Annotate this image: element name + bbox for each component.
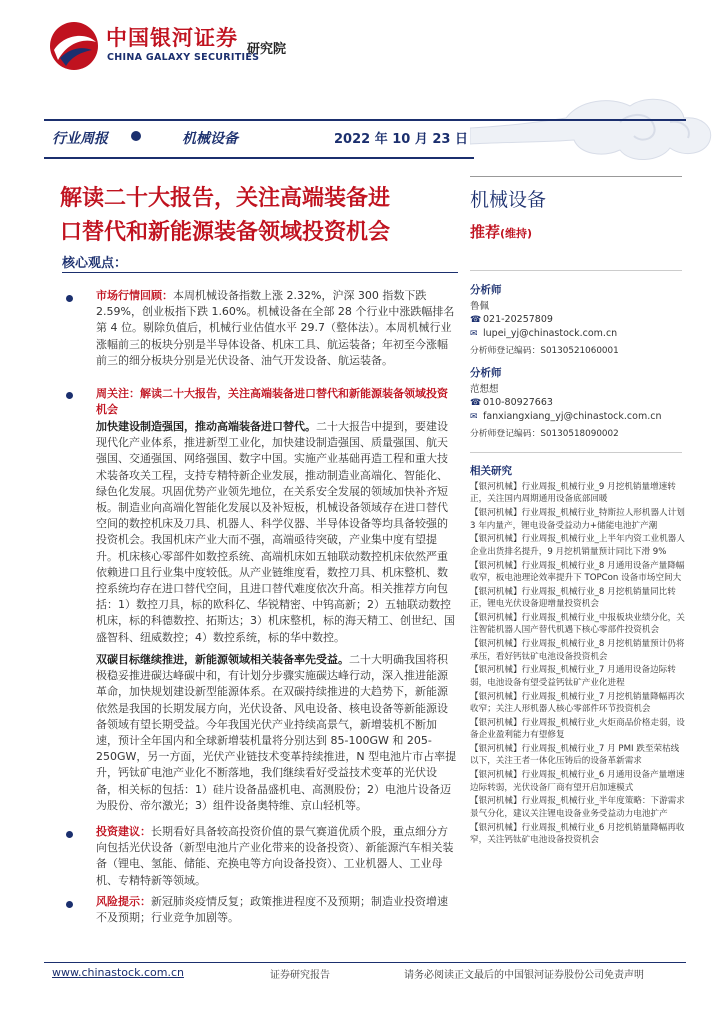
- manufacturing-paragraph: [96, 419, 458, 646]
- footer-label: 证券研究报告: [270, 970, 330, 981]
- title-line-2: 口替代和新能源装备领域投资机会: [60, 220, 391, 245]
- related-research-item[interactable]: 【银河机械】行业周报_机械行业_半年度策略：下游需求景气分化，建议关注锂电设备业务受益动力电池扩产: [470, 796, 685, 819]
- org-dept: 研究院: [247, 42, 287, 57]
- weekly-focus-lead: 周关注：解读二十大报告，关注高端装备进口替代和新能源装备领域投资机会: [96, 387, 448, 417]
- related-research-item[interactable]: 【银河机械】行业周报_机械行业_9 月挖机销量增速转正，关注国内周期通用设备底部回暖: [470, 482, 676, 505]
- mail-icon: ✉: [470, 412, 478, 422]
- sidebar-industry: 机械设备: [470, 189, 547, 211]
- galaxy-logo-icon: [48, 20, 100, 72]
- manufacturing-text: 二十大报告中提到，要建设现代化产业体系，推进新型工业化，加快建设制造强国、质量强国、航天强国、交通强国、网络强国、数字中国。实施产业基础再造工程和重大技术装备攻关工程，支持专精特新企业发展，推动制造业高端化、智能化、绿色化发展。巩固优势产业领先地位，在关系安全发展的领域加快补齐短板。制造业向高端化智能化发展以及补短板，机械设备领域存在进口替代空间的数控机床及刀具、机器人、科学仪器、半导体设备等均具备较强的投资机会。我国机床产业大而不强，高端亟待突破，产业集中度有望提升。机床核心零部件如数控系统、高端机床如五轴联动数控机床依然严重依赖进口且行业集中度较低。从产业链维度看，数控刀具、机床整机、数控系统均存在进口替代空间，且进口替代难度依次升高。相关推荐方向包括：1）数控刀具，标的欧科亿、华锐精密、中钨高新；2）五轴联动数控机床，标的科德数控、拓斯达；3）机床整机，标的海天精工、创世纪、国盛智科、纽威数控；4）数控系统，标的华中数控。: [96, 420, 455, 644]
- footer-rule: [44, 962, 686, 963]
- org-name-en: CHINA GALAXY SECURITIES: [107, 52, 260, 63]
- mail-icon: ✉: [470, 329, 478, 339]
- bullet-icon: [66, 295, 73, 302]
- analyst-name: 鲁佩: [470, 301, 490, 312]
- risk-lead: 风险提示：: [96, 895, 151, 908]
- report-industry: 机械设备: [182, 131, 238, 147]
- related-research-item[interactable]: 【银河机械】行业周报_机械行业_7 月挖机销量降幅再次收窄；关注人形机器人核心零部件环节投资机会: [470, 691, 685, 715]
- market-review-lead: 市场行情回顾：: [96, 289, 173, 302]
- core-view-rule: [62, 272, 458, 273]
- page-title: [60, 182, 460, 250]
- weekly-focus-heading: [96, 386, 458, 418]
- related-research-item[interactable]: 【银河机械】行业周报_机械行业_上半年内资工业机器人企业出货排名提升，9 月挖机销量预计同比下滑 9%: [470, 534, 685, 557]
- related-research-item[interactable]: 【银河机械】行业周报_机械行业_8 月挖机销量同比转正，锂电光伏设备迎增量投资机会: [470, 586, 676, 610]
- title-line-1: 解读二十大报告，关注高端装备进: [60, 186, 391, 211]
- bullet-icon: [66, 901, 73, 908]
- dual-carbon-text: 二十大明确我国将积极稳妥推进碳达峰碳中和，有计划分步骤实施碳达峰行动，深入推进能源革命，加快规划建设新型能源体系。在双碳持续推进的大趋势下，新能源依然是我国的长期发展方向，光伏设备、风电设备、核电设备等新能源设备领域有望长期受益。今年我国光伏产业持续高景气，新增装机不断加速，预计全年国内和全球新增装机量将分别达到 85-100GW 和 205-250GW，另一方面，光伏产业链技术变革持续推进，N 型电池片市占率提升，钙钛矿电池产业化不断落地，我们继续看好受益技术变革的光伏设备，相关标的包括：1）硅片设备晶盛机电、高测股份；2）电池片设备迈为股份、帝尔激光；3）组件设备奥特维、京山轻机等。: [96, 653, 457, 812]
- related-research-item[interactable]: 【银河机械】行业周报_机械行业_7 月 PMI 跌至荣枯线以下，关注王者一体化压铸后的设备革新需求: [470, 744, 680, 767]
- analyst-phone-text: 021-20257809: [483, 314, 553, 325]
- related-research-list: [470, 481, 686, 848]
- manufacturing-lead: 加快建设制造强国，推动高端装备进口替代。: [96, 420, 316, 433]
- analyst-email[interactable]: [470, 328, 617, 339]
- market-review-paragraph: [96, 288, 458, 369]
- investment-advice-text: 长期看好具备较高投资价值的景气赛道优质个股，重点细分方向包括光伏设备（新型电池片产业化带来的设备投资）、新能源汽车相关装备（锂电、氢能、储能、充换电等方向设备投资）、工业机器人、工业母机、专精特新等领域。: [96, 825, 454, 887]
- core-view-label: 核心观点：: [62, 256, 128, 271]
- bullet-icon: [66, 831, 73, 838]
- rating-value: 推荐: [470, 223, 501, 241]
- related-research-item[interactable]: 【银河机械】行业周报_机械行业_8 月通用设备产量降幅收窄，板电池理论效率提升下 TOPCon 设备市场空间大: [470, 560, 685, 584]
- cloud-ornament-icon: [470, 92, 720, 174]
- analyst-cert: 分析师登记编码：S0130521060001: [470, 346, 619, 356]
- report-date: 2022 年 10 月 23 日: [334, 132, 468, 147]
- bullet-icon: [66, 392, 73, 399]
- investment-advice-lead: 投资建议：: [96, 825, 151, 838]
- footer-disclaimer: 请务必阅读正文最后的中国银河证券股份公司免责声明: [404, 970, 644, 981]
- analyst-phone: [470, 314, 553, 325]
- report-type: 行业周报: [52, 131, 108, 147]
- sidebar-rule: [470, 270, 682, 271]
- analyst-phone-text: 010-80927663: [483, 397, 553, 408]
- related-research-item[interactable]: 【银河机械】行业周报_机械行业_火炬商品价格走弱，设备企业盈利能力有望修复: [470, 717, 685, 741]
- sidebar-top-rule: [470, 176, 682, 177]
- header-bottom-rule: [44, 157, 474, 159]
- related-research-label: 相关研究: [470, 465, 512, 477]
- related-research-item[interactable]: 【银河机械】行业周报_机械行业_中报板块业绩分化，关注智能机器人国产替代机遇下核心零部件投资机会: [470, 613, 685, 636]
- related-research-item[interactable]: 【银河机械】行业周报_机械行业_7 月通用设备边际转弱，电池设备有望受益钙钛矿产业化进程: [470, 665, 676, 688]
- analyst-email-text[interactable]: fanxiangxiang_yj@chinastock.com.cn: [483, 411, 662, 422]
- sidebar-rule: [470, 452, 682, 453]
- phone-icon: ☎: [470, 398, 482, 408]
- header-top-rule: [44, 119, 686, 121]
- related-research-item[interactable]: 【银河机械】行业周报_机械行业_特斯拉人形机器人计划 3 年内量产，锂电设备受益动力+储能电池扩产潮: [470, 508, 685, 531]
- analyst-email-text[interactable]: lupei_yj@chinastock.com.cn: [483, 328, 618, 339]
- phone-icon: ☎: [470, 315, 482, 325]
- rating: [470, 221, 532, 242]
- analyst-name: 范想想: [470, 384, 499, 395]
- related-research-item[interactable]: 【银河机械】行业周报_机械行业_8 月挖机销量预计仍将承压，看好钙钛矿电池设备投资机会: [470, 639, 685, 662]
- dot-icon: [131, 131, 141, 141]
- risk-text: 新冠肺炎疫情反复；政策推进程度不及预期；制造业投资增速不及预期；行业竞争加剧等。: [96, 895, 448, 925]
- market-review-text: 本周机械设备指数上涨 2.32%，沪深 300 指数下跌 2.59%，创业板指下跌 1.60%。机械设备在全部 28 个行业中涨跌幅排名第 4 位。剔除负值后，机械行业估值水平 29.7（整体法）。本周机械行业涨幅前三的板块分别是半导体设备、机床工具、航运装备；年初至今涨幅前三的细分板块分别是光伏设备、油气开发设备、航运装备。: [96, 289, 455, 367]
- related-research-item[interactable]: 【银河机械】行业周报_机械行业_6 月通用设备产量增速边际转弱，光伏设备厂商有望开启加速模式: [470, 770, 685, 793]
- dual-carbon-paragraph: [96, 652, 458, 814]
- related-research-item[interactable]: 【银河机械】行业周报_机械行业_6 月挖机销量降幅再收窄，关注钙钛矿电池设备投资机会: [470, 822, 685, 846]
- analyst-label: 分析师: [470, 284, 502, 296]
- org-name-cn: 中国银河证券: [106, 26, 238, 50]
- footer-url[interactable]: www.chinastock.com.cn: [52, 966, 184, 979]
- investment-advice-paragraph: [96, 824, 458, 889]
- risk-paragraph: [96, 894, 458, 926]
- analyst-email[interactable]: [470, 411, 661, 422]
- analyst-label: 分析师: [470, 367, 502, 379]
- rating-sub: (维持): [500, 227, 533, 240]
- analyst-phone: [470, 397, 553, 408]
- dual-carbon-lead: 双碳目标继续推进，新能源领域相关装备率先受益。: [96, 653, 349, 666]
- analyst-cert: 分析师登记编码：S0130518090002: [470, 429, 619, 439]
